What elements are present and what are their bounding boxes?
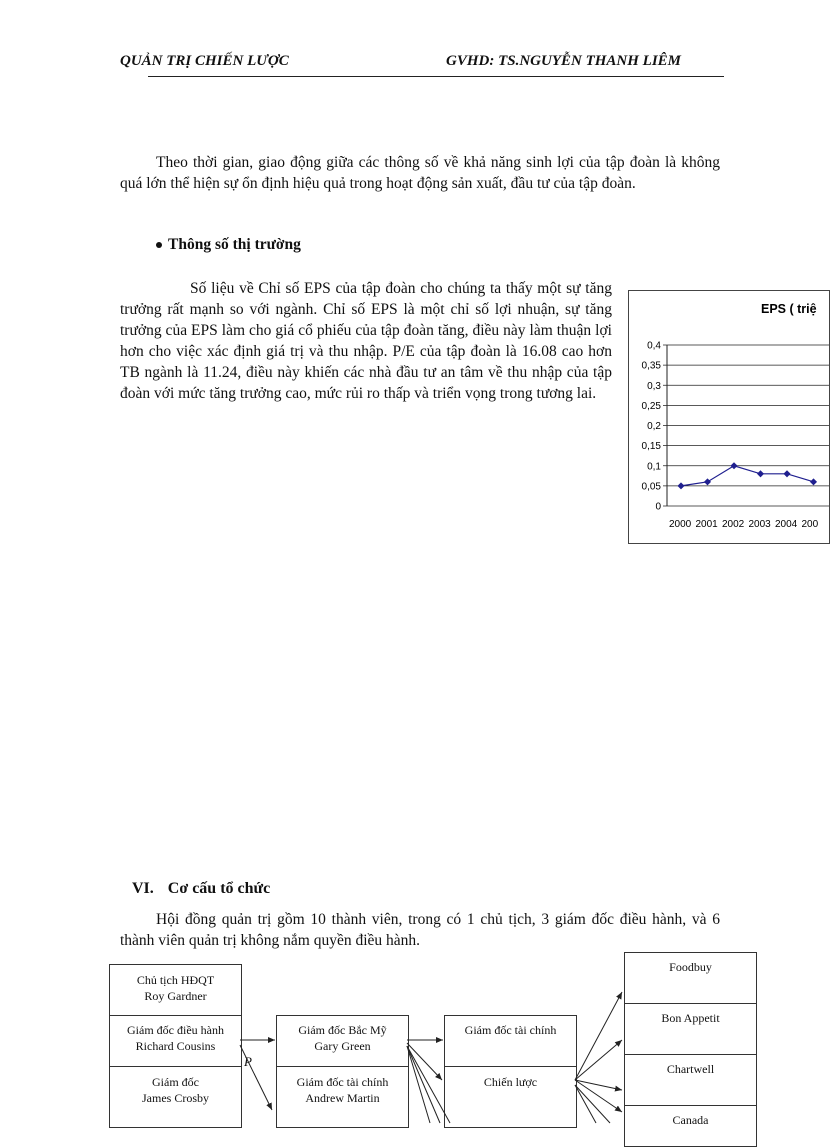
org-text: Giám đốc: [152, 1075, 199, 1089]
org-text: Giám đốc Bắc Mỹ: [298, 1023, 387, 1037]
y-tick-label: 0,15: [641, 441, 661, 453]
chart-title: EPS ( triệ: [761, 302, 817, 316]
x-tick-label: 2003: [748, 519, 771, 530]
org-text: Richard Cousins: [135, 1039, 216, 1053]
y-tick-label: 0,25: [641, 400, 661, 412]
org-text: Giám đốc tài chính: [464, 1023, 557, 1037]
stray-label: P: [244, 1054, 252, 1069]
org-text: Bon Appetit: [661, 1011, 720, 1025]
header-right: GVHD: TS.NGUYỄN THANH LIÊM: [446, 53, 682, 69]
y-tick-label: 0,3: [647, 380, 661, 392]
y-tick-label: 0,1: [647, 461, 661, 473]
header-left: QUẢN TRỊ CHIẾN LƯỢC: [120, 53, 289, 69]
intro-paragraph: Theo thời gian, giao động giữa các thông số về khả năng sinh lợi của tập đoàn là không quá lớn thể hiện sự ổn định hiệu quả trong hoạt động sản xuất, đầu tư của tập đoàn.: [120, 154, 720, 192]
connector: [575, 1040, 622, 1080]
connector: [407, 1046, 430, 1123]
org-text: Chủ tịch HĐQT: [136, 973, 215, 987]
org-text: Giám đốc điều hành: [127, 1023, 224, 1037]
x-tick-label: 2000: [669, 519, 692, 530]
section-title: Cơ cấu tổ chức: [167, 880, 271, 897]
org-text: Gary Green: [314, 1039, 371, 1053]
org-text: Andrew Martin: [305, 1091, 380, 1105]
org-text: Giám đốc tài chính: [296, 1075, 389, 1089]
connector: [407, 1046, 440, 1123]
y-tick-label: 0,35: [641, 360, 661, 372]
y-tick-label: 0: [655, 501, 661, 513]
org-text: James Crosby: [142, 1091, 209, 1105]
y-tick-label: 0,4: [647, 340, 661, 352]
x-tick-label: 200: [801, 519, 819, 530]
x-tick-label: 2002: [722, 519, 745, 530]
market-paragraph: Số liệu về Chỉ số EPS của tập đoàn cho chúng ta thấy một sự tăng trưởng rất mạnh so với ngành. Chỉ số EPS là một chỉ số lợi nhuận, sự tăng trưởng của EPS làm cho giá cổ phiếu của tập đoàn tăng, điều này làm thuận lợi hơn cho việc xác định giá trị và thu nhập. P/E của tập đoàn là 16.08 cao hơn TB ngành là 11.24, điều này khiến các nhà đầu tư an tâm về thu nhập của tập đoàn với mức tăng trưởng cao, mức rủi ro thấp và triển vọng trong tương lai.: [120, 280, 612, 402]
x-tick-label: 2004: [775, 519, 798, 530]
org-text: Roy Gardner: [144, 989, 207, 1003]
connector: [407, 1043, 442, 1080]
org-text: Chiến lược: [483, 1075, 538, 1089]
org-text: Chartwell: [666, 1062, 715, 1076]
org-text: Foodbuy: [669, 960, 712, 974]
org-text: Canada: [672, 1113, 709, 1127]
x-tick-label: 2001: [695, 519, 718, 530]
y-tick-label: 0,05: [641, 481, 661, 493]
market-heading-text: Thông số thị trường: [168, 236, 301, 253]
y-tick-label: 0,2: [647, 421, 661, 432]
connector: [407, 1046, 450, 1123]
section-6-paragraph: Hội đồng quản trị gồm 10 thành viên, trong có 1 chủ tịch, 3 giám đốc điều hành, và 6 thành viên quản trị không nắm quyền điều hành.: [120, 911, 720, 949]
connector: [575, 992, 622, 1080]
section-number: VI.: [132, 880, 154, 897]
